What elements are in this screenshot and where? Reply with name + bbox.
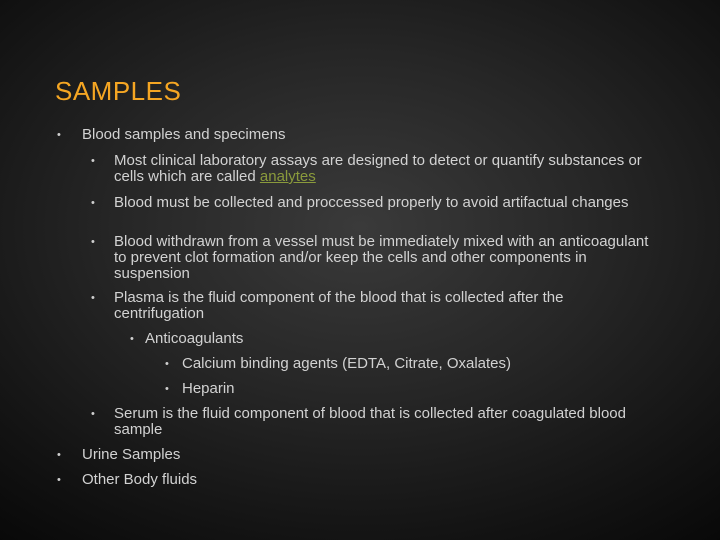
bullet-icon: • xyxy=(91,155,95,167)
slide-title: SAMPLES xyxy=(55,76,182,106)
list-item-text: Blood samples and specimens xyxy=(82,126,286,143)
bullet-icon: • xyxy=(91,408,95,420)
bullet-icon: • xyxy=(57,129,61,141)
bullet-icon: • xyxy=(91,292,95,304)
bullet-icon: • xyxy=(91,197,95,209)
bullet-icon: • xyxy=(57,474,61,486)
list-item-text: Plasma is the fluid component of the blood that is collected after the centrifugation xyxy=(114,289,564,322)
bullet-icon: • xyxy=(165,358,169,370)
list-item-text: Serum is the fluid component of blood that is collected after coagulated blood sample xyxy=(114,405,626,438)
list-item-text xyxy=(114,153,654,185)
list-item-text: Blood withdrawn from a vessel must be immediately mixed with an anticoagulant to prevent clot formation and/or keep the cells and other components in suspension xyxy=(114,233,649,282)
analytes-link[interactable]: analytes xyxy=(259,168,316,185)
bullet-icon: • xyxy=(57,449,61,461)
bullet-icon: • xyxy=(165,383,169,395)
list-item-text: Urine Samples xyxy=(82,446,181,463)
bullet-icon: • xyxy=(91,236,95,248)
list-item-text: Heparin xyxy=(182,380,235,397)
list-item-text: Calcium binding agents (EDTA, Citrate, Oxalates) xyxy=(182,355,512,372)
list-item-text: Blood must be collected and proccessed properly to avoid artifactual changes xyxy=(114,194,629,211)
list-item-text-main: Most clinical laboratory assays are designed to detect or quantify substances or cells which are called xyxy=(114,152,642,185)
bullet-icon: • xyxy=(130,333,134,345)
list-item-text: Other Body fluids xyxy=(82,471,198,488)
list-item-text: Anticoagulants xyxy=(145,330,244,347)
